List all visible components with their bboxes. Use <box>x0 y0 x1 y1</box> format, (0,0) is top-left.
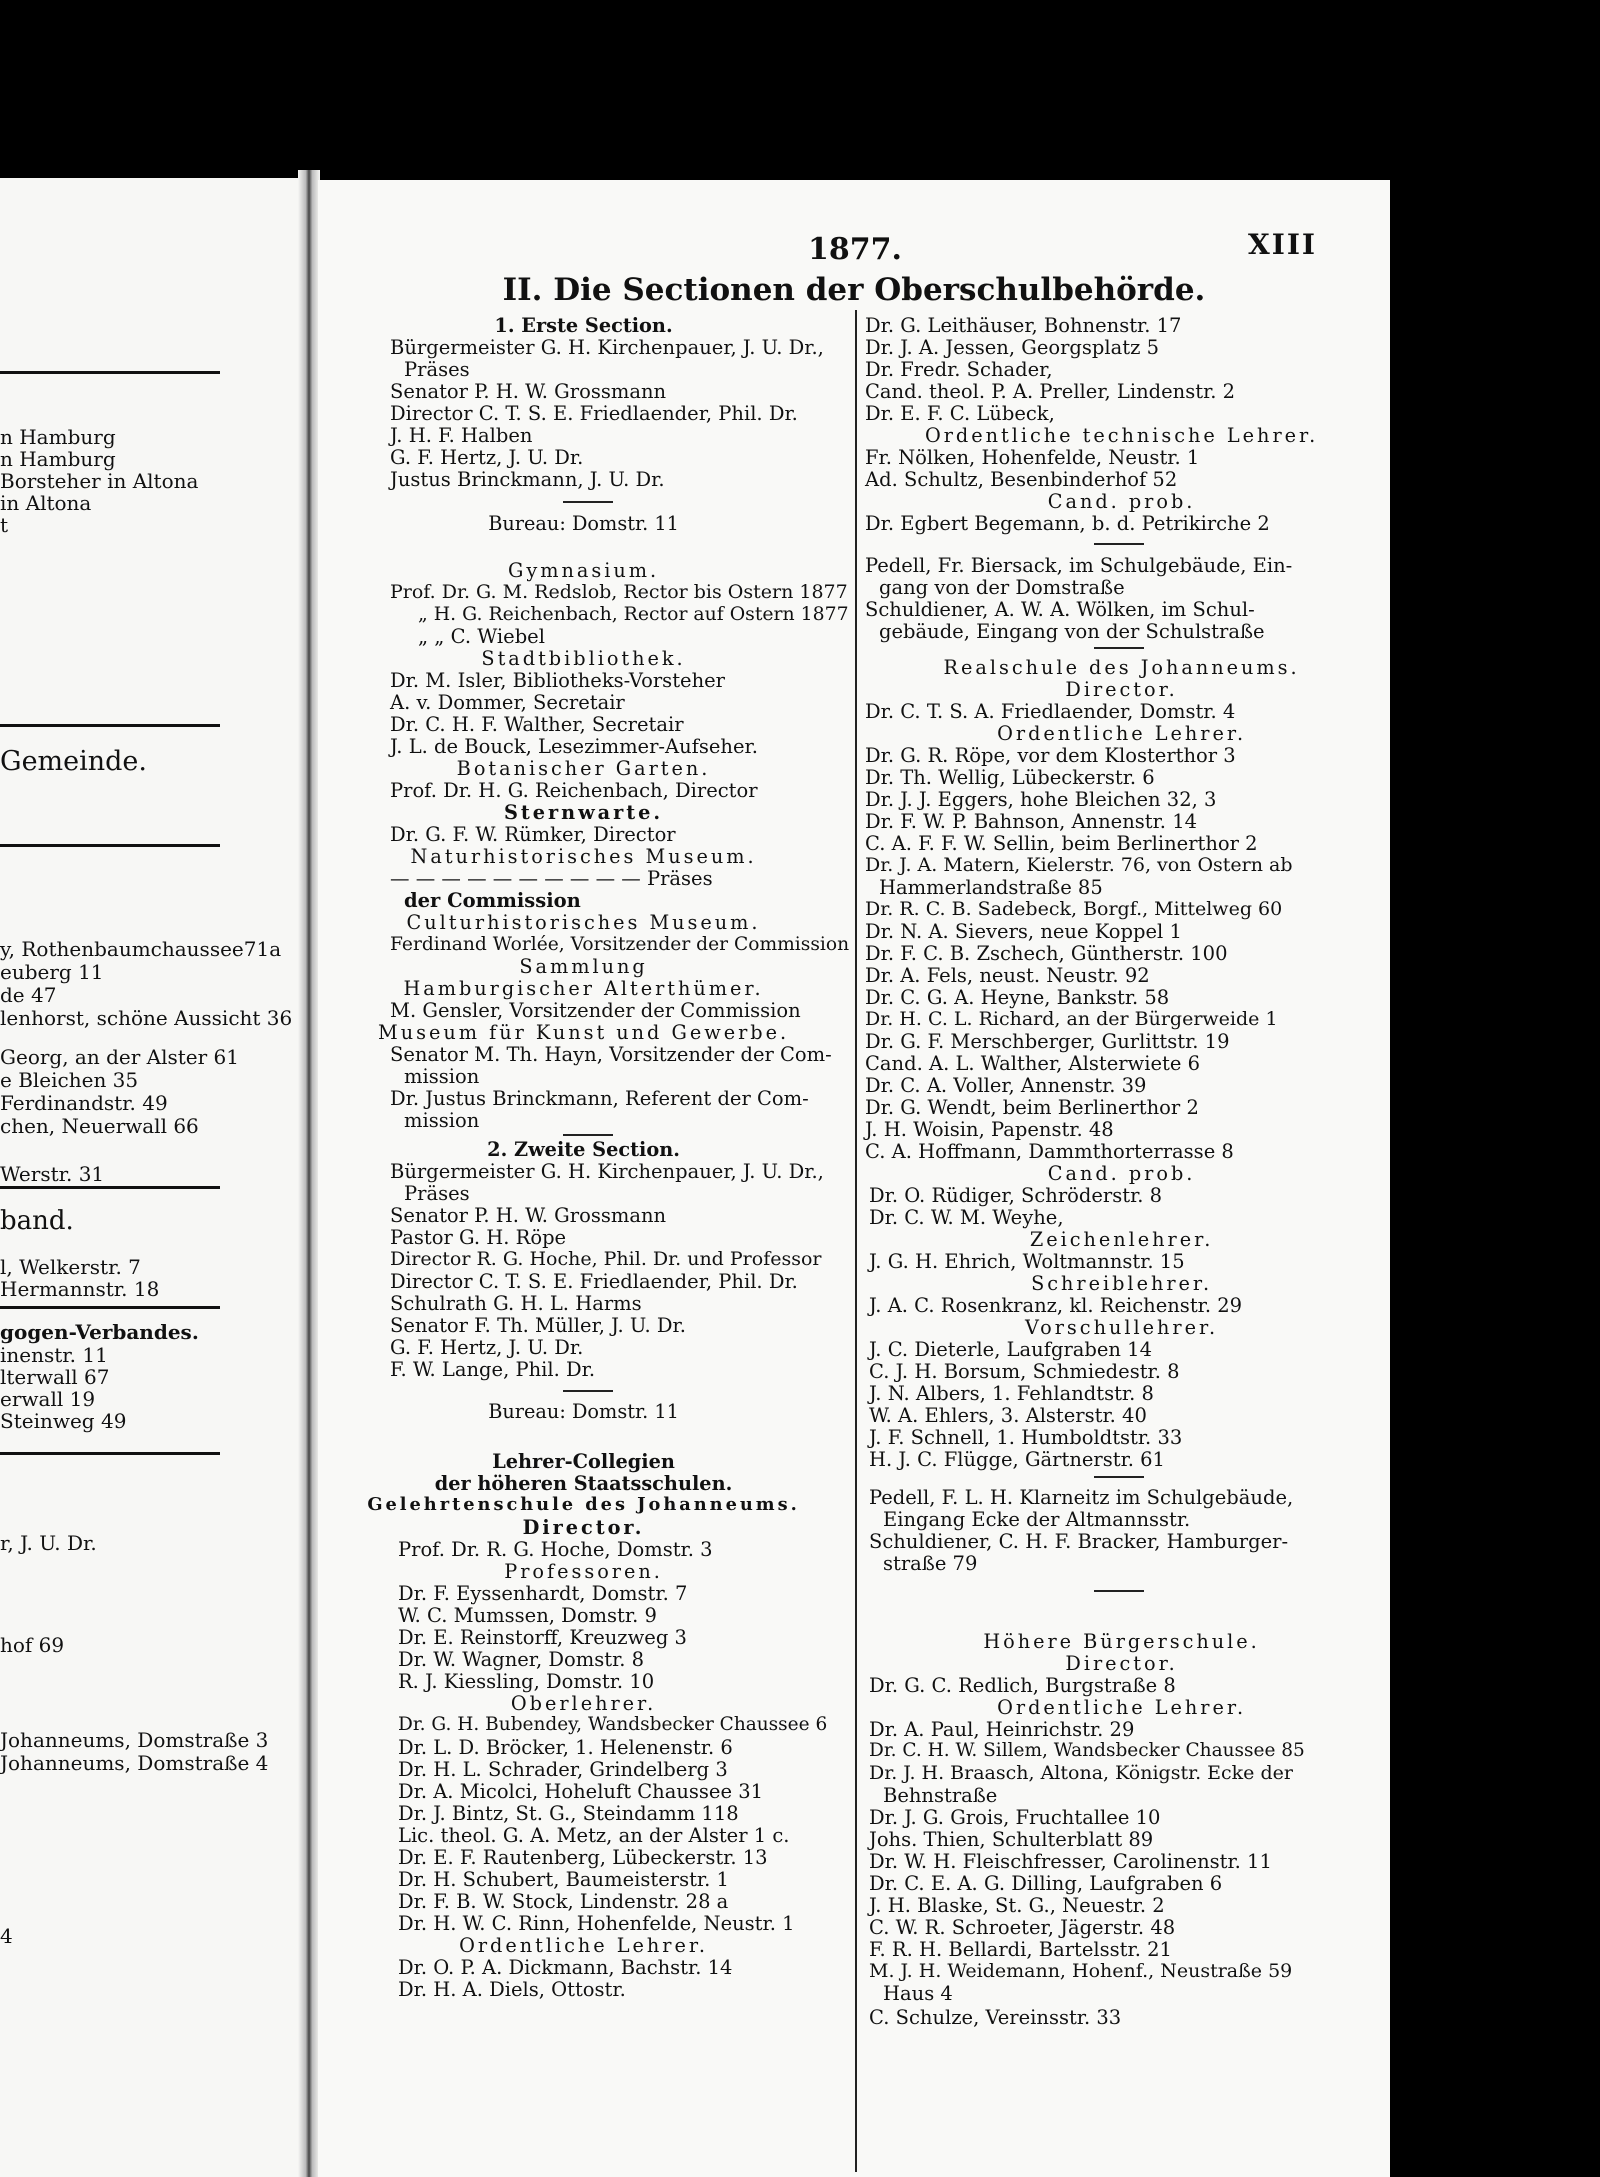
entry: Senator P. H. W. Grossmann <box>390 380 667 403</box>
entry: Director C. T. S. E. Friedlaender, Phil. Dr. <box>390 1270 798 1293</box>
entry: Fr. Nölken, Hohenfelde, Neustr. 1 <box>865 446 1200 469</box>
entry: Dr. H. L. Schrader, Grindelberg 3 <box>398 1758 728 1781</box>
prev-line: Werstr. 31 <box>0 1162 105 1186</box>
entry: Dr. J. G. Grois, Fruchtallee 10 <box>869 1806 1161 1829</box>
prev-line: Johanneums, Domstraße 3 <box>0 1728 269 1752</box>
entry: Bürgermeister G. H. Kirchenpauer, J. U. Dr., <box>390 1160 824 1183</box>
entry: Dr. G. H. Bubendey, Wandsbecker Chaussee 6 <box>398 1714 828 1735</box>
entry: Prof. Dr. G. M. Redslob, Rector bis Ostern 1877 <box>390 581 848 603</box>
entry: C. J. H. Borsum, Schmiedestr. 8 <box>869 1360 1180 1383</box>
subheading: Ordentliche technische Lehrer. <box>924 424 1319 447</box>
subheading: Ordentliche Lehrer. <box>997 722 1247 745</box>
entry: Dr. H. A. Diels, Ottostr. <box>398 1978 626 2001</box>
prev-line: euberg 11 <box>0 960 104 984</box>
rule <box>563 1390 613 1392</box>
entry: J. C. Dieterle, Laufgraben 14 <box>869 1338 1152 1361</box>
entry: Dr. H. W. C. Rinn, Hohenfelde, Neustr. 1 <box>398 1912 795 1935</box>
subheading: Professoren. <box>504 1560 663 1583</box>
entry: Lic. theol. G. A. Metz, an der Alster 1 c. <box>398 1824 790 1847</box>
entry: Dr. O. Rüdiger, Schröderstr. 8 <box>869 1184 1163 1207</box>
subheading: Stadtbibliothek. <box>481 647 686 670</box>
entry: Dr. G. F. W. Rümker, Director <box>390 823 676 846</box>
entry: J. L. de Bouck, Lesezimmer-Aufseher. <box>390 735 758 758</box>
entry: Dr. F. C. B. Zschech, Güntherstr. 100 <box>865 942 1228 965</box>
subheading: Director. <box>1065 678 1178 701</box>
entry: Prof. Dr. R. G. Hoche, Domstr. 3 <box>398 1538 713 1561</box>
entry: Ad. Schultz, Besenbinderhof 52 <box>865 468 1178 491</box>
subheading: Director. <box>1065 1652 1178 1675</box>
column-left <box>318 180 855 2177</box>
entry: M. Gensler, Vorsitzender der Commission <box>390 999 801 1022</box>
entry: J. G. H. Ehrich, Woltmannstr. 15 <box>869 1250 1185 1273</box>
rule <box>0 724 220 727</box>
entry: Dr. G. R. Röpe, vor dem Klosterthor 3 <box>865 744 1236 767</box>
prev-line: Georg, an der Alster 61 <box>0 1045 239 1069</box>
subheading: Cand. prob. <box>1047 490 1196 513</box>
entry: Dr. C. H. F. Walther, Secretair <box>390 713 684 736</box>
entry: Dr. J. A. Jessen, Georgsplatz 5 <box>865 336 1159 359</box>
entry: Dr. A. Paul, Heinrichstr. 29 <box>869 1718 1135 1741</box>
page-year: 1877. <box>808 232 902 267</box>
entry: Dr. A. Fels, neust. Neustr. 92 <box>865 964 1150 987</box>
subheading: Ordentliche Lehrer. <box>459 1934 709 1957</box>
rule <box>1094 647 1144 649</box>
rule <box>563 1134 613 1136</box>
prev-line: de 47 <box>0 983 57 1007</box>
entry: Dr. N. A. Sievers, neue Koppel 1 <box>865 920 1182 943</box>
prev-line: in Altona <box>0 491 92 515</box>
entry: F. R. H. Bellardi, Bartelsstr. 21 <box>869 1938 1172 1961</box>
subheading: Cand. prob. <box>1047 1162 1196 1185</box>
entry: Dr. E. F. C. Lübeck, <box>865 402 1055 425</box>
prev-line: t <box>0 513 9 537</box>
prev-line: Hermannstr. 18 <box>0 1277 160 1301</box>
entry: der Commission <box>404 889 581 912</box>
entry: Cand. A. L. Walther, Alsterwiete 6 <box>865 1052 1201 1075</box>
subheading: Sternwarte. <box>503 801 664 824</box>
entry: Dr. R. C. B. Sadebeck, Borgf., Mittelweg 60 <box>865 898 1283 920</box>
entry: Dr. F. W. P. Bahnson, Annenstr. 14 <box>865 810 1198 833</box>
entry: Schuldiener, A. W. A. Wölken, im Schul- <box>865 598 1255 621</box>
entry: C. A. F. F. W. Sellin, beim Berlinerthor 2 <box>865 832 1258 855</box>
entry: C. W. R. Schroeter, Jägerstr. 48 <box>869 1916 1176 1939</box>
book-gutter <box>298 170 320 2177</box>
rule <box>0 1186 220 1189</box>
entry: Pastor G. H. Röpe <box>390 1226 567 1249</box>
column-divider <box>855 310 857 2172</box>
entry: mission <box>404 1065 480 1088</box>
column-right <box>859 180 1390 2177</box>
entry: Dr. J. A. Matern, Kielerstr. 76, von Ostern ab <box>865 854 1293 876</box>
entry: Dr. C. W. M. Weyhe, <box>869 1206 1064 1229</box>
prev-line: l, Welkerstr. 7 <box>0 1255 141 1279</box>
entry: W. A. Ehlers, 3. Alsterstr. 40 <box>869 1404 1147 1427</box>
prev-line: n Hamburg <box>0 447 116 471</box>
rule <box>0 371 220 374</box>
entry: H. J. C. Flügge, Gärtnerstr. 61 <box>869 1448 1165 1471</box>
entry: Dr. Egbert Begemann, b. d. Petrikirche 2 <box>865 512 1270 535</box>
entry: Dr. J. Bintz, St. G., Steindamm 118 <box>398 1802 739 1825</box>
entry: R. J. Kiessling, Domstr. 10 <box>398 1670 655 1693</box>
rule <box>1094 1590 1144 1592</box>
document-page <box>318 180 1390 2177</box>
prev-line: e Bleichen 35 <box>0 1068 139 1092</box>
entry: Dr. C. E. A. G. Dilling, Laufgraben 6 <box>869 1872 1223 1895</box>
subheading: Naturhistorisches Museum. <box>410 845 757 868</box>
prev-line: lenhorst, schöne Aussicht 36 <box>0 1006 293 1030</box>
entry: Dr. J. J. Eggers, hohe Bleichen 32, 3 <box>865 788 1217 811</box>
entry: Justus Brinckmann, J. U. Dr. <box>390 468 665 491</box>
prev-line: 4 <box>0 1924 13 1948</box>
entry: J. H. Woisin, Papenstr. 48 <box>865 1118 1114 1141</box>
prev-line: hof 69 <box>0 1633 65 1657</box>
subheading: Vorschullehrer. <box>1025 1316 1219 1339</box>
entry: Pedell, F. L. H. Klarneitz im Schulgebäude, <box>869 1486 1294 1509</box>
prev-line: n Hamburg <box>0 425 116 449</box>
entry: Dr. G. F. Merschberger, Gurlittstr. 19 <box>865 1030 1230 1053</box>
entry: Schulrath G. H. L. Harms <box>390 1292 642 1315</box>
prev-line: chen, Neuerwall 66 <box>0 1114 199 1138</box>
entry: W. C. Mumssen, Domstr. 9 <box>398 1604 657 1627</box>
section-heading: 1. Erste Section. <box>494 314 673 337</box>
entry: Dr. E. Reinstorff, Kreuzweg 3 <box>398 1626 687 1649</box>
entry: Dr. Th. Wellig, Lübeckerstr. 6 <box>865 766 1155 789</box>
entry: Director C. T. S. E. Friedlaender, Phil. Dr. <box>390 402 798 425</box>
entry: F. W. Lange, Phil. Dr. <box>390 1358 596 1381</box>
entry: Dr. G. Wendt, beim Berlinerthor 2 <box>865 1096 1199 1119</box>
rule <box>0 1452 220 1455</box>
section-heading: der höheren Staatsschulen. <box>434 1472 733 1495</box>
subheading: Botanischer Garten. <box>456 757 711 780</box>
entry: J. A. C. Rosenkranz, kl. Reichenstr. 29 <box>869 1294 1243 1317</box>
entry: Dr. C. G. A. Heyne, Bankstr. 58 <box>865 986 1170 1009</box>
entry: G. F. Hertz, J. U. Dr. <box>390 1336 584 1359</box>
prev-line: Steinweg 49 <box>0 1409 127 1433</box>
subheading: Sammlung <box>519 955 648 978</box>
entry: Prof. Dr. H. G. Reichenbach, Director <box>390 779 758 802</box>
subheading: Zeichenlehrer. <box>1029 1228 1214 1251</box>
prev-line: r, J. U. Dr. <box>0 1531 97 1555</box>
entry: Behnstraße <box>883 1784 998 1807</box>
entry: J. H. F. Halben <box>390 424 533 447</box>
prev-line: Johanneums, Domstraße 4 <box>0 1751 269 1775</box>
entry: Dr. Justus Brinckmann, Referent der Com- <box>390 1087 809 1110</box>
subheading: Realschule des Johanneums. <box>943 656 1300 679</box>
entry: Johs. Thien, Schulterblatt 89 <box>869 1828 1154 1851</box>
rule <box>1094 1476 1144 1478</box>
entry: „ „ C. Wiebel <box>418 625 545 648</box>
entry: straße 79 <box>883 1552 978 1575</box>
entry: Präses <box>404 1182 470 1205</box>
entry: C. A. Hoffmann, Dammthorterrasse 8 <box>865 1140 1234 1163</box>
bureau-line: Bureau: Domstr. 11 <box>488 1400 679 1423</box>
entry: J. H. Blaske, St. G., Neuestr. 2 <box>869 1894 1165 1917</box>
entry: Ferdinand Worlée, Vorsitzender der Commission <box>390 933 850 955</box>
section-heading: Lehrer-Collegien <box>492 1450 675 1473</box>
prev-line: Ferdinandstr. 49 <box>0 1091 168 1115</box>
subheading: Culturhistorisches Museum. <box>406 911 761 934</box>
prev-line: gogen-Verbandes. <box>0 1320 199 1344</box>
subheading: Höhere Bürgerschule. <box>983 1630 1260 1653</box>
entry: — — — — — — — — — — Präses <box>390 867 713 890</box>
entry: gebäude, Eingang von der Schulstraße <box>879 620 1265 643</box>
prev-line: erwall 19 <box>0 1387 96 1411</box>
subheading: Gymnasium. <box>507 559 660 582</box>
entry: C. Schulze, Vereinsstr. 33 <box>869 2006 1122 2029</box>
prev-line: lterwall 67 <box>0 1365 110 1389</box>
entry: Senator P. H. W. Grossmann <box>390 1204 667 1227</box>
entry: Dr. A. Micolci, Hoheluft Chaussee 31 <box>398 1780 764 1803</box>
subheading: Ordentliche Lehrer. <box>997 1696 1247 1719</box>
subheading: Oberlehrer. <box>510 1692 657 1715</box>
prev-line: Borsteher in Altona <box>0 469 199 493</box>
entry: Dr. O. P. A. Dickmann, Bachstr. 14 <box>398 1956 733 1979</box>
prev-line: inenstr. 11 <box>0 1343 108 1367</box>
entry: Dr. L. D. Bröcker, 1. Helenenstr. 6 <box>398 1736 733 1759</box>
entry: Dr. F. B. W. Stock, Lindenstr. 28 a <box>398 1890 729 1913</box>
prev-line: Gemeinde. <box>0 746 147 777</box>
entry: Präses <box>404 358 470 381</box>
entry: Bürgermeister G. H. Kirchenpauer, J. U. Dr., <box>390 336 824 359</box>
entry: Director R. G. Hoche, Phil. Dr. und Professor <box>390 1248 822 1270</box>
entry: gang von der Domstraße <box>879 576 1125 599</box>
entry: Pedell, Fr. Biersack, im Schulgebäude, Ein- <box>865 554 1293 577</box>
entry: Dr. W. H. Fleischfresser, Carolinenstr. 11 <box>869 1850 1272 1873</box>
subheading: Museum für Kunst und Gewerbe. <box>378 1021 790 1044</box>
page-number: XIII <box>1248 228 1318 261</box>
entry: Dr. M. Isler, Bibliotheks-Vorsteher <box>390 669 725 692</box>
entry: Dr. C. H. W. Sillem, Wandsbecker Chaussee 85 <box>869 1740 1305 1761</box>
subheading: Schreiblehrer. <box>1031 1272 1213 1295</box>
rule <box>0 844 220 847</box>
subheading: Hamburgischer Alterthümer. <box>403 977 764 1000</box>
rule <box>1094 543 1144 545</box>
prev-line: band. <box>0 1206 74 1236</box>
entry: Dr. E. F. Rautenberg, Lübeckerstr. 13 <box>398 1846 768 1869</box>
entry: Dr. J. H. Braasch, Altona, Königstr. Ecke der <box>869 1762 1293 1784</box>
previous-page <box>0 178 298 2177</box>
entry: Dr. H. C. L. Richard, an der Bürgerweide 1 <box>865 1008 1278 1030</box>
bureau-line: Bureau: Domstr. 11 <box>488 512 679 535</box>
entry: Haus 4 <box>883 1982 953 2005</box>
entry: mission <box>404 1109 480 1132</box>
subheading: Gelehrtenschule des Johanneums. <box>367 1494 800 1515</box>
rule <box>0 1306 220 1309</box>
entry: Dr. G. Leithäuser, Bohnenstr. 17 <box>865 314 1182 337</box>
entry: Cand. theol. P. A. Preller, Lindenstr. 2 <box>865 380 1236 403</box>
rule <box>563 501 613 503</box>
entry: G. F. Hertz, J. U. Dr. <box>390 446 584 469</box>
page-title: II. Die Sectionen der Oberschulbehörde. <box>502 272 1206 308</box>
entry: Schuldiener, C. H. F. Bracker, Hamburger- <box>869 1530 1289 1553</box>
prev-line: y, Rothenbaumchaussee71a <box>0 937 282 961</box>
entry: Dr. W. Wagner, Domstr. 8 <box>398 1648 645 1671</box>
entry: Hammerlandstraße 85 <box>879 876 1103 899</box>
entry: Dr. Fredr. Schader, <box>865 358 1053 381</box>
entry: Dr. F. Eyssenhardt, Domstr. 7 <box>398 1582 688 1605</box>
entry: J. F. Schnell, 1. Humboldtstr. 33 <box>869 1426 1183 1449</box>
entry: Dr. C. A. Voller, Annenstr. 39 <box>865 1074 1147 1097</box>
entry: Eingang Ecke der Altmannsstr. <box>883 1508 1191 1531</box>
entry: J. N. Albers, 1. Fehlandtstr. 8 <box>869 1382 1154 1405</box>
entry: Dr. C. T. S. A. Friedlaender, Domstr. 4 <box>865 700 1236 723</box>
entry: Senator M. Th. Hayn, Vorsitzender der Com- <box>390 1043 832 1066</box>
entry: A. v. Dommer, Secretair <box>390 691 625 714</box>
entry: Dr. G. C. Redlich, Burgstraße 8 <box>869 1674 1176 1697</box>
entry: Senator F. Th. Müller, J. U. Dr. <box>390 1314 686 1337</box>
section-heading: 2. Zweite Section. <box>487 1138 680 1161</box>
entry: M. J. H. Weidemann, Hohenf., Neustraße 59 <box>869 1960 1293 1982</box>
entry: Dr. H. Schubert, Baumeisterstr. 1 <box>398 1868 729 1891</box>
entry: „ H. G. Reichenbach, Rector auf Ostern 1877 <box>418 603 849 625</box>
subheading: Director. <box>522 1516 645 1539</box>
